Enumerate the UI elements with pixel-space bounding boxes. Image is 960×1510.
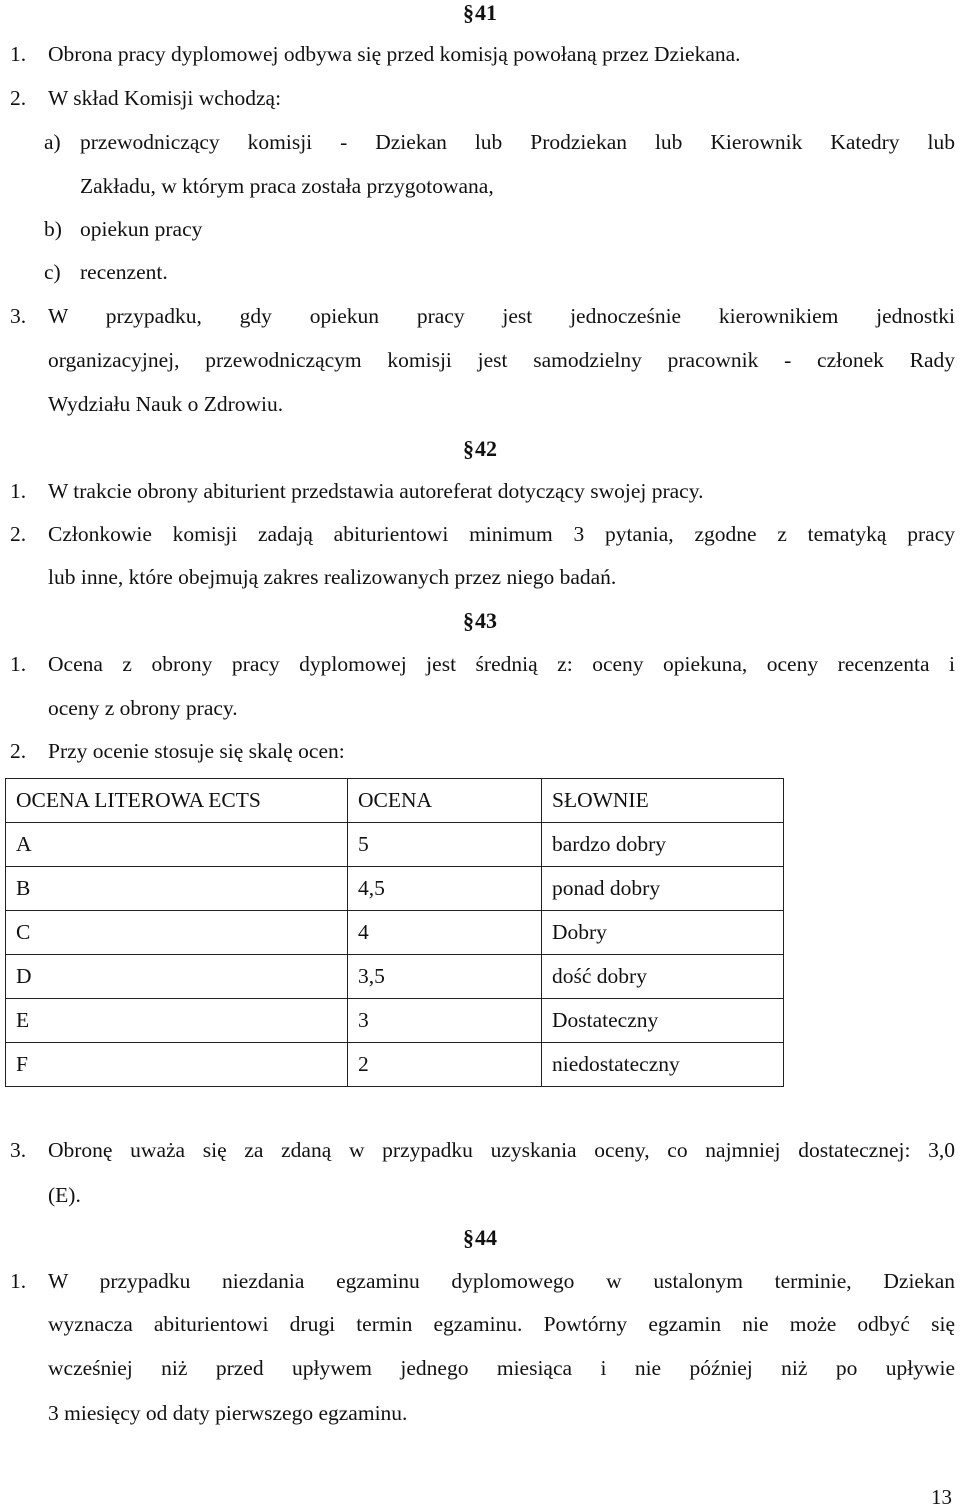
table-cell: F [6, 1043, 348, 1087]
table-cell: B [6, 867, 348, 911]
item-text: Ocena z obrony pracy dyplomowej jest średnią z: oceny opiekuna, oceny recenzenta i [48, 652, 955, 676]
section-number: 43 [475, 608, 497, 633]
table-cell: dość dobry [542, 955, 784, 999]
item-text: Przy ocenie stosuje się skalę ocen: [48, 739, 345, 763]
item-text: oceny z obrony pracy. [48, 696, 238, 720]
item-text: wyznacza abiturientowi drugi termin egzaminu. Powtórny egzamin nie może odbyć się [48, 1312, 955, 1336]
table-cell: bardzo dobry [542, 823, 784, 867]
table-cell: 2 [348, 1043, 542, 1087]
item-text: Wydziału Nauk o Zdrowiu. [48, 392, 284, 416]
section-sign: § [463, 0, 474, 25]
item-text: Obronę uważa się za zdaną w przypadku uzyskania oceny, co najmniej dostatecznej: 3,0 [48, 1138, 955, 1162]
sub-item-text: przewodniczący komisji - Dziekan lub Prodziekan lub Kierownik Katedry lub [80, 130, 955, 154]
table-cell: niedostateczny [542, 1043, 784, 1087]
item-number: 1. [10, 42, 27, 66]
table-cell: 4,5 [348, 867, 542, 911]
item-text: (E). [48, 1183, 81, 1207]
table-header-cell: OCENA [348, 779, 542, 823]
table-cell: E [6, 999, 348, 1043]
item-text: W trakcie obrony abiturient przedstawia autoreferat dotyczący swojej pracy. [48, 479, 704, 503]
table-header-row [6, 779, 784, 823]
table-row [6, 867, 784, 911]
sub-item-text: opiekun pracy [80, 217, 203, 241]
item-text: W przypadku, gdy opiekun pracy jest jednocześnie kierownikiem jednostki [48, 304, 955, 328]
section-sign: § [463, 1225, 474, 1250]
table-cell: C [6, 911, 348, 955]
sub-item-label: a) [44, 130, 61, 154]
item-number: 2. [10, 86, 27, 110]
item-number: 1. [10, 479, 27, 503]
item-text: wcześniej niż przed upływem jednego miesiąca i nie później niż po upływie [48, 1356, 955, 1380]
item-number: 3. [10, 1138, 27, 1162]
section-number: 44 [475, 1225, 497, 1250]
table-row [6, 911, 784, 955]
item-number: 1. [10, 1269, 27, 1293]
sub-item-text: recenzent. [80, 260, 168, 284]
section-heading-44 [0, 1225, 960, 1251]
section-heading-42 [0, 436, 960, 462]
section-heading-41 [0, 0, 960, 26]
page-number: 13 [931, 1485, 952, 1509]
sub-item-label: b) [44, 217, 62, 241]
item-number: 1. [10, 652, 27, 676]
table-cell: 3,5 [348, 955, 542, 999]
table-header-cell: OCENA LITEROWA ECTS [6, 779, 348, 823]
item-text: Członkowie komisji zadają abiturientowi minimum 3 pytania, zgodne z tematyką pracy [48, 522, 955, 546]
table-cell: 5 [348, 823, 542, 867]
item-text: W przypadku niezdania egzaminu dyplomowego w ustalonym terminie, Dziekan [48, 1269, 955, 1293]
item-text: 3 miesięcy od daty pierwszego egzaminu. [48, 1401, 408, 1425]
sub-item-text: Zakładu, w którym praca została przygotowana, [80, 174, 494, 198]
table-cell: 4 [348, 911, 542, 955]
table-header-cell: SŁOWNIE [542, 779, 784, 823]
table-cell: 3 [348, 999, 542, 1043]
section-number: 42 [475, 436, 497, 461]
table-row [6, 955, 784, 999]
table-row [6, 999, 784, 1043]
item-text: Obrona pracy dyplomowej odbywa się przed komisją powołaną przez Dziekana. [48, 42, 741, 66]
sub-item-label: c) [44, 260, 61, 284]
table-cell: Dostateczny [542, 999, 784, 1043]
table-cell: D [6, 955, 348, 999]
item-text: lub inne, które obejmują zakres realizowanych przez niego badań. [48, 565, 617, 589]
section-number: 41 [475, 0, 497, 25]
table-cell: Dobry [542, 911, 784, 955]
item-text: organizacyjnej, przewodniczącym komisji jest samodzielny pracownik - członek Rady [48, 348, 955, 372]
section-sign: § [463, 436, 474, 461]
section-sign: § [463, 608, 474, 633]
item-number: 3. [10, 304, 27, 328]
item-number: 2. [10, 739, 27, 763]
table-cell: ponad dobry [542, 867, 784, 911]
grading-scale-table [5, 778, 784, 1087]
table-cell: A [6, 823, 348, 867]
section-heading-43 [0, 608, 960, 634]
item-number: 2. [10, 522, 27, 546]
table-row [6, 823, 784, 867]
item-text: W skład Komisji wchodzą: [48, 86, 282, 110]
table-row [6, 1043, 784, 1087]
